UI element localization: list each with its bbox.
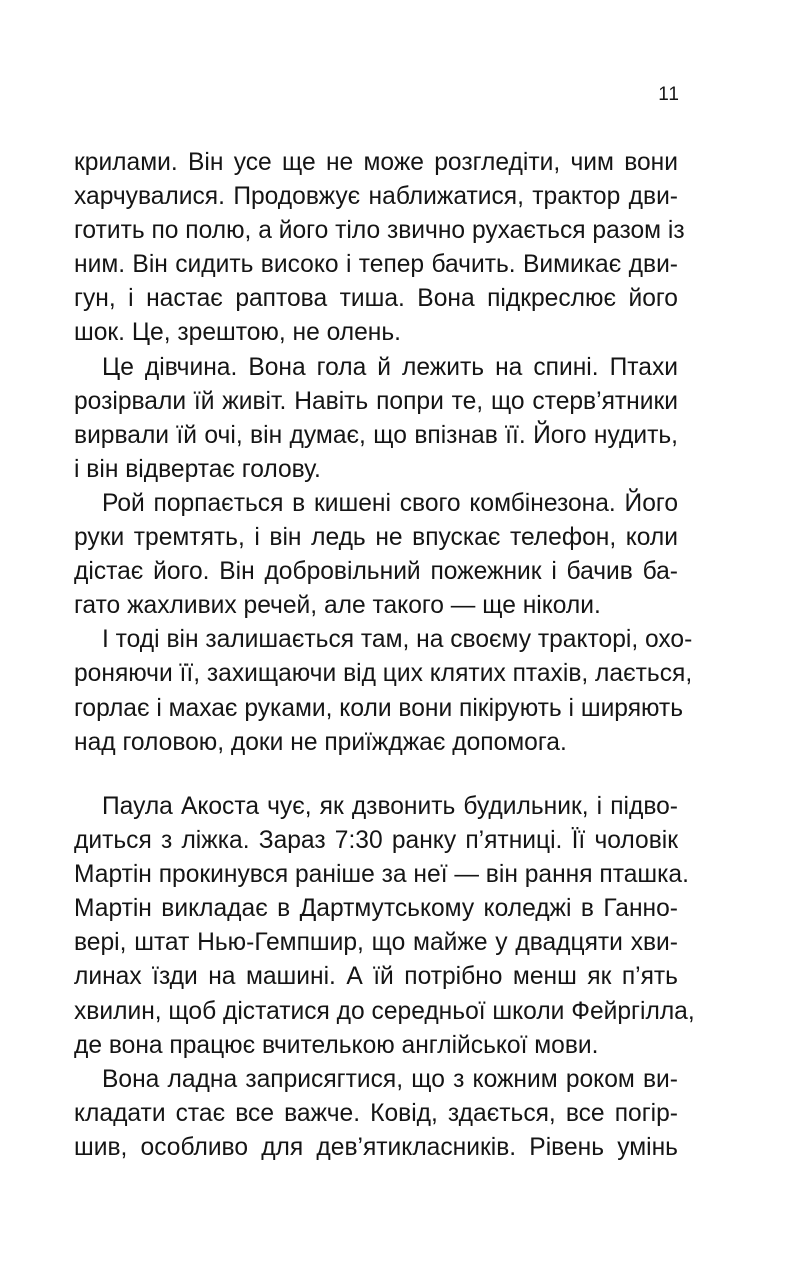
text-block-2	[74, 790, 695, 1165]
text-line: горлає і махає руками, коли вони пікірують і ширяють	[74, 694, 684, 722]
text-line: диться з ліжка. Зараз 7:30 ранку п’ятниці. Її чоловік	[74, 827, 678, 855]
text-line: хвилин, щоб дістатися до середньої школи Фейргілла,	[74, 997, 695, 1025]
text-line: Паула Акоста чує, як дзвонить будильник, і підво-	[102, 793, 678, 820]
text-line: вері, штат Нью-Гемпшир, що майже у двадцяти хви-	[74, 929, 678, 957]
text-line: кладати стає все важче. Ковід, здається, все погір-	[74, 1099, 678, 1127]
text-line: шив, особливо для дев’ятикласників. Рівень умінь	[74, 1133, 678, 1161]
text-line: І тоді він залишається там, на своєму тракторі, охо-	[102, 626, 693, 654]
text-line: крилами. Він усе ще не може розгледіти, чим вони	[74, 149, 678, 176]
text-line: харчувалися. Продовжує наближатися, трактор дви-	[74, 183, 678, 211]
text-line: готить по полю, а його тіло звично рухається разом із	[74, 217, 685, 245]
text-line: руки тремтять, і він ледь не впускає телефон, коли	[74, 524, 678, 552]
page-number: 11	[658, 84, 680, 105]
text-line: гун, і настає раптова тиша. Вона підкреслює його	[74, 285, 678, 313]
text-line: розірвали їй живіт. Навіть попри те, що стерв’ятники	[74, 387, 678, 415]
text-line: Рой порпається в кишені свого комбінезона. Його	[102, 489, 678, 517]
text-line: линах їзди на машині. А їй потрібно менш як п’ять	[74, 963, 678, 991]
text-line: гато жахливих речей, але такого — ще ніколи.	[74, 592, 601, 620]
text-line: Мартін викладає в Дартмутському коледжі в Ганно-	[74, 895, 678, 923]
text-line: і він відвертає голову.	[74, 455, 321, 483]
text-line: Мартін прокинувся раніше за неї — він рання пташка.	[74, 861, 689, 889]
text-line: ним. Він сидить високо і тепер бачить. Вимикає дви-	[74, 251, 678, 279]
text-line: Це дівчина. Вона гола й лежить на спині. Птахи	[102, 353, 678, 381]
text-line: над головою, доки не приїжджає допомога.	[74, 728, 567, 756]
text-line: де вона працює вчителькою англійської мови.	[74, 1031, 599, 1059]
text-block-1	[74, 146, 693, 760]
text-line: Вона ладна заприсягтися, що з кожним роком ви-	[102, 1065, 678, 1093]
text-line: дістає його. Він добровільний пожежник і бачив ба-	[74, 558, 678, 586]
text-line: шок. Це, зрештою, не олень.	[74, 319, 401, 347]
text-line: роняючи її, захищаючи від цих клятих птахів, лається,	[74, 660, 693, 688]
text-line: вирвали їй очі, він думає, що впізнав її. Його нудить,	[74, 421, 678, 449]
